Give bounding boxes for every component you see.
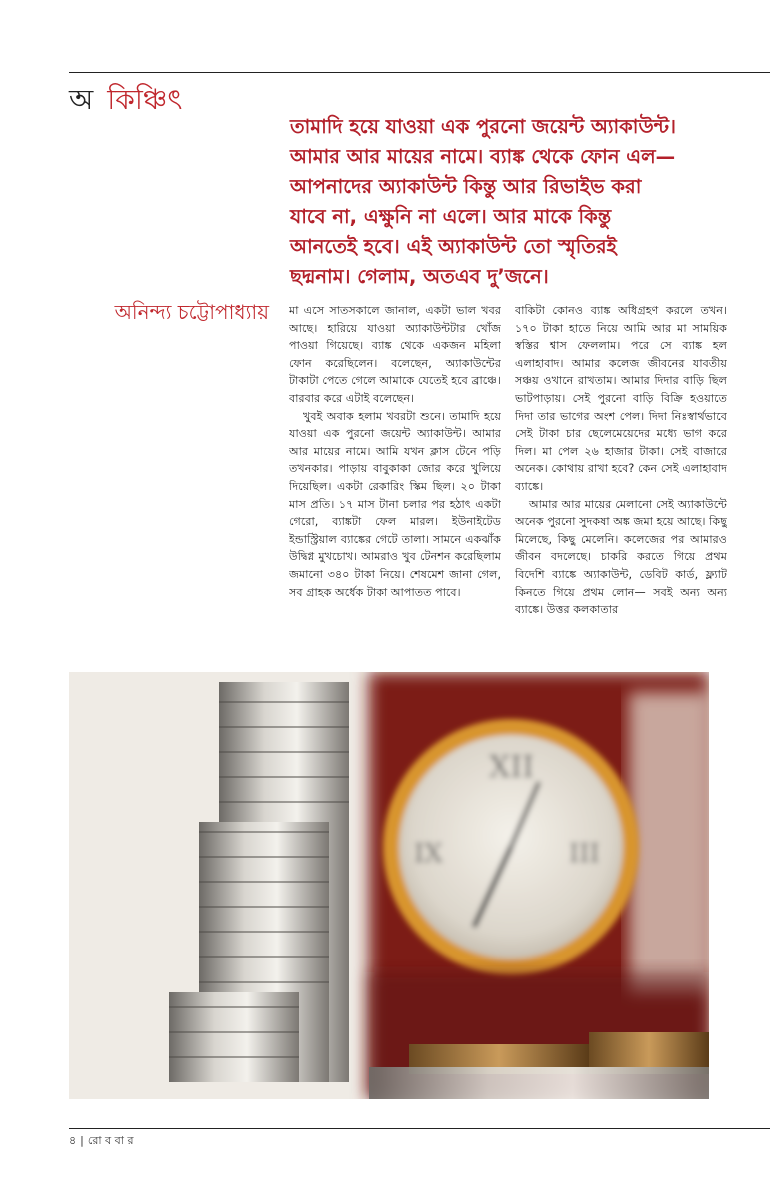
bottom-rule	[69, 1128, 770, 1129]
page-number: ৪	[69, 1134, 77, 1147]
svg-text:XII: XII	[489, 750, 535, 785]
paragraph: খুবই অবাক হলাম খবরটা শুনে। তামাদি হয়ে যাওয়া এক পুরনো জয়েন্ট অ্যাকাউন্ট। আমার আর মায়ের নামে। আমি যখন ক্লাস টেনে পড়ি তখনকার। পাড়ায় বাবুকাকা জোর করে খুলিয়ে দিয়েছিল। একটা রেকারিং স্কিম ছিল। ২০ টাকা মাস প্রতি। ১৭ মাস টানা চলার পর হঠাৎ একটা গেরো, ব্যাঙ্কটা ফেল মারল। ইউনাইটেড ইন্ডাস্ট্রিয়াল ব্যাঙ্কের গেটে তালা। সামনে একঝাঁক উদ্বিগ্ন মুখচোখ। আমরাও খুব টেনশন করেছিলাম জমানো ৩৪০ টাকা নিয়ে। শেষমেশ জানা গেল, সব গ্রাহক অর্ধেক টাকা আপাতত পাবে।	[289, 409, 501, 599]
paragraph: আমার আর মায়ের মেলানো সেই অ্যাকাউন্টে অনেক পুরনো সুদকষা অঙ্ক জমা হয়ে আছে। কিছু মিলেছে, কিছু মেলেনি। কলেজের পর আমারও জীবন বদলেছে। চাকরি করতে গিয়ে প্রথম বিদেশি ব্যাঙ্কে অ্যাকাউন্ট, ডেবিট কার্ড, ফ্ল্যাট কিনতে গিয়ে প্রথম লোন— সবই অন্য অন্য ব্যাঙ্কে। উত্তর কলকাতার	[515, 497, 727, 617]
top-rule	[69, 72, 770, 73]
paragraph: মা এসে সাতসকালে জানাল, একটা ভাল খবর আছে। হারিয়ে যাওয়া অ্যাকাউন্টটার খোঁজ পাওয়া গিয়েছে। ব্যাঙ্ক থেকে একজন মহিলা ফোন করেছিলেন। বলেছেন, অ্যাকাউন্টের টাকাটা পেতে গেলে আমাকে যেতেই হবে ব্রাঞ্চে। বারবার করে এটাই বলেছেন।	[289, 304, 501, 405]
paragraph: বাকিটা কোনও ব্যাঙ্ক অধিগ্রহণ করলে তখন। ১৭০ টাকা হাতে নিয়ে আমি আর মা সাময়িক স্বস্তির শ্বাস ফেললাম। পরে সে ব্যাঙ্ক হল এলাহাবাদ। আমার কলেজ জীবনের যাবতীয় সঞ্চয় ওখানে রাখতাম। আমার দিদার বাড়ি ছিল ভাটপাড়ায়। সেই পুরনো বাড়ি বিক্রি হওয়াতে দিদা তার ভাগের অংশ পেল। দিদা নিঃস্বার্থভাবে সেই টাকা চার ছেলেমেয়েদের মধ্যে ভাগ করে দিল। মা পেল ২৬ হাজার টাকা। সেই বাজারে অনেক। কোথায় রাখা হবে? কেন সেই এলাহাবাদ ব্যাঙ্কে।	[515, 304, 727, 493]
coins-clock-illustration	[69, 672, 709, 1099]
page-footer	[69, 1133, 134, 1149]
author-byline: অনিন্দ্য চট্টোপাধ্যায়	[114, 300, 269, 324]
svg-text:III: III	[569, 839, 600, 869]
coins-clock-photo	[69, 672, 709, 1099]
lede-standfirst: তামাদি হয়ে যাওয়া এক পুরনো জয়েন্ট অ্যাকাউন্ট। আমার আর মায়ের নামে। ব্যাঙ্ক থেকে ফোন এল— আপনাদের অ্যাকাউন্ট কিন্তু আর রিভাইভ করা যাবে না, এক্ষুনি না এলে। আর মাকে কিন্তু আনতেই হবে। এই অ্যাকাউন্ট তো স্মৃতিরই ছদ্মনাম। গেলাম, অতএব দু’জনে।	[290, 115, 676, 288]
svg-text:IX: IX	[414, 839, 443, 869]
magazine-name: রো ব বা র	[87, 1134, 134, 1147]
section-head	[69, 80, 182, 120]
body-column-2	[515, 302, 727, 654]
section-name: কিঞ্চিৎ	[107, 83, 183, 116]
footer-separator: |	[80, 1134, 84, 1147]
body-column-1	[289, 302, 501, 654]
section-prefix: অ	[69, 83, 94, 116]
